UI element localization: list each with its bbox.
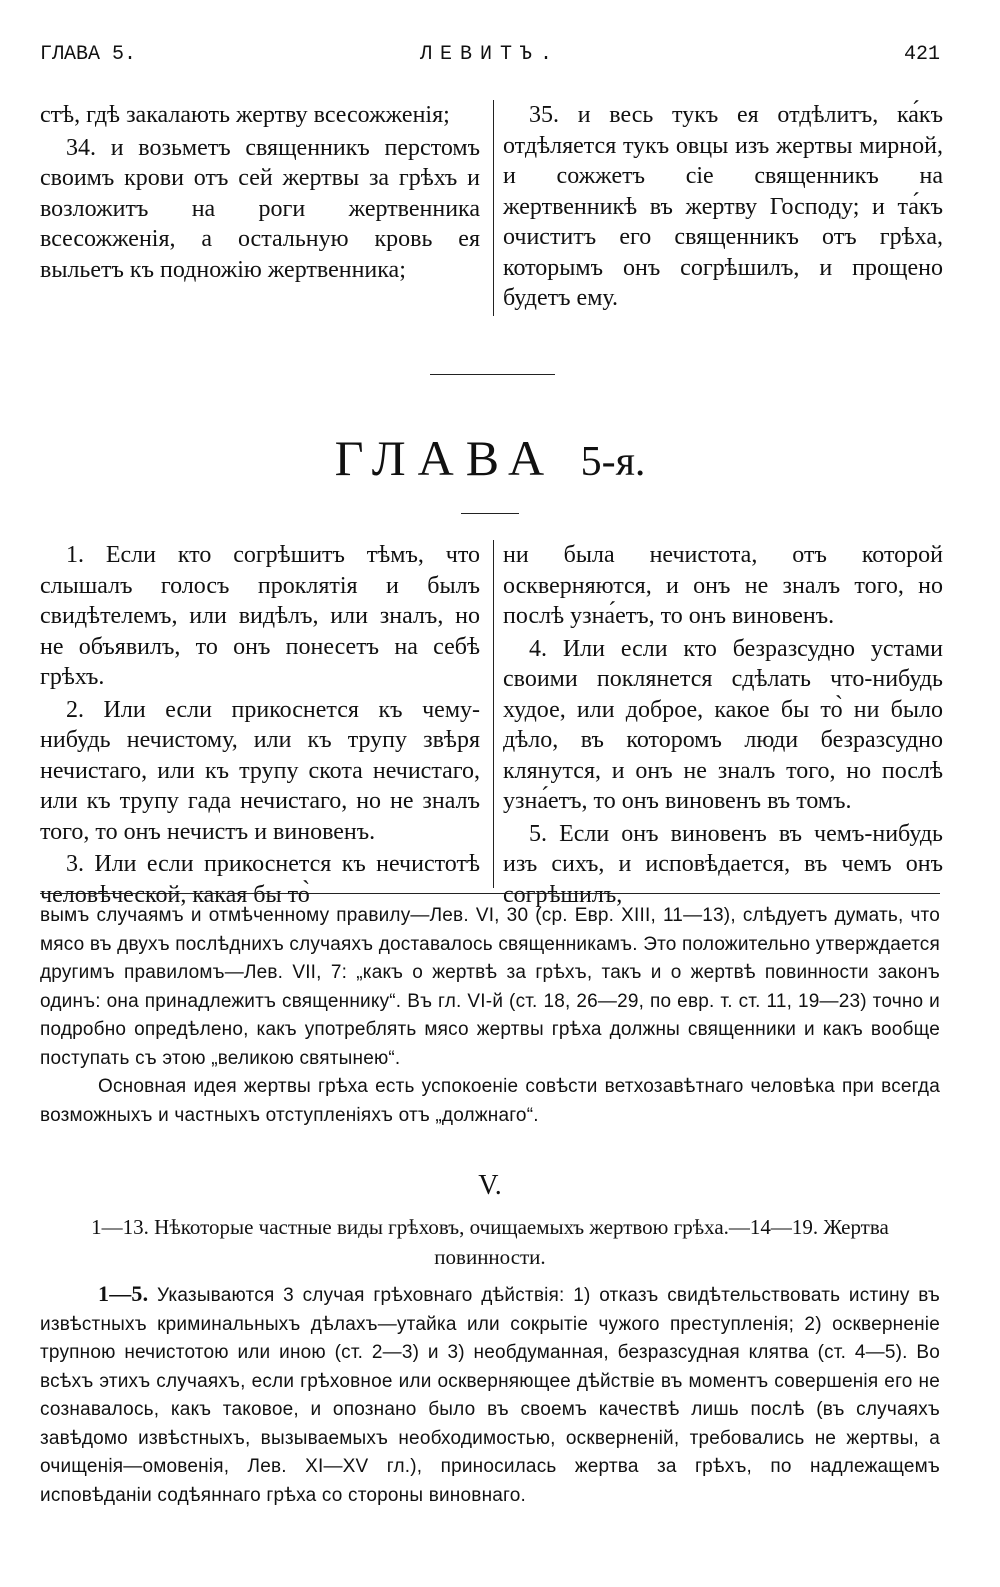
separator-rule bbox=[430, 374, 555, 375]
chapter-heading bbox=[40, 428, 940, 492]
commentary-paragraph: вымъ случаямъ и отмѣченному правилу—Лев. VI, 30 (ср. Евр. XIII, 11—13), слѣдуетъ думать, что мясо въ двухъ послѣднихъ случаяхъ доставалось священникамъ. Это положительно утверждается другимъ правиломъ—Лев. VII, 7: „какъ о жертвѣ за грѣхъ, такъ и о жертвѣ повинности законъ одинъ: она принадлежитъ священнику“. Въ гл. VI-й (ст. 18, 26—29, по евр. т. ст. 11, 19—23) точно и подробно опредѣлено, какъ употреблять мясо жертвы грѣха должны священники и какъ вообще поступать съ этою „великою святынею“. bbox=[40, 905, 940, 1069]
verse-3-continuation: ни была нечистота, отъ которой оскверняются, и онъ не зналъ того, но послѣ узна́етъ, то онъ виновенъ. bbox=[503, 542, 943, 629]
scripture-column-left bbox=[40, 540, 480, 912]
chapter-heading-label: ГЛАВА bbox=[334, 430, 557, 486]
scripture-column-left bbox=[40, 100, 480, 287]
verse-fragment: стѣ, гдѣ закалають жертву всесожженія; bbox=[40, 102, 450, 128]
scripture-block-top bbox=[40, 100, 943, 320]
verse-3: 3. Или если прикоснется къ нечистотѣ человѣческой, какая бы то̀ bbox=[40, 851, 480, 908]
page-number: 421 bbox=[903, 43, 940, 66]
verse-range-lead: 1—5. bbox=[98, 1281, 149, 1306]
column-divider bbox=[493, 540, 494, 888]
section-numeral: V. bbox=[478, 1170, 502, 1201]
verse-1: 1. Если кто согрѣшитъ тѣмъ, что слышалъ голосъ проклятія и былъ свидѣтелемъ, или видѣлъ, или зналъ, но не объявилъ, то онъ понесетъ на себѣ грѣхъ. bbox=[40, 542, 480, 690]
commentary-paragraph: Основная идея жертвы грѣха есть успокоеніе совѣсти ветхозавѣтнаго человѣка при всегда возможныхъ и частныхъ отступленіяхъ отъ „должнаго“. bbox=[40, 1076, 940, 1126]
verse-2: 2. Или если прикоснется къ чему-нибудь нечистому, или къ трупу звѣря нечистаго, или къ трупу скота нечистаго, или къ трупу гада нечистаго, но не зналъ того, то онъ нечистъ и виновенъ. bbox=[40, 696, 480, 845]
header-book-title: ЛЕВИТЪ. bbox=[419, 43, 560, 66]
header-chapter: ГЛАВА 5. bbox=[40, 43, 137, 66]
chapter-heading-number: 5-я. bbox=[580, 439, 646, 485]
commentary-text: Указываются 3 случая грѣховнаго дѣйствія: 1) отказъ свидѣтельствовать истину въ извѣстныхъ криминальныхъ дѣлахъ—утайка или сокрытіе чужого преступленія; 2) оскверненіе трупною нечистотою или иною (ст. 2—3) и 3) необдуманная, безразсудная клятва (ст. 4—5). Во всѣхъ этихъ случаяхъ, если грѣховное или оскверняющее дѣйствіе въ моментъ совершенія его не сознавалось, какъ таковое, и опознано было въ своемъ качествѣ лишь послѣ (въ случаяхъ завѣдомо извѣстныхъ, вызываемыхъ необходимостью, оскверненій, требовались не жертвы, а очищенія—омовенія, Лев. XI—XV гл.), приносилась жертва за грѣхъ, по надлежащемъ исповѣданіи содѣяннаго грѣха со стороны виновнаго. bbox=[40, 1285, 940, 1506]
scripture-block-main bbox=[40, 540, 943, 908]
scripture-column-right bbox=[503, 100, 943, 316]
verse-4: 4. Или если кто безразсудно устами своими поклянется сдѣлать что-нибудь худое, или доброе, какое бы то̀ ни было дѣло, въ которомъ люди безразсудно клянутся, и онъ не зналъ того, но послѣ узна́етъ, то онъ виновенъ въ томъ. bbox=[503, 635, 943, 814]
column-divider bbox=[493, 100, 494, 316]
commentary-divider bbox=[40, 893, 940, 894]
section-summary: 1—13. Нѣкоторые частные виды грѣховъ, очищаемыхъ жертвою грѣха.—14—19. Жертва повинности. bbox=[91, 1215, 889, 1269]
commentary-paragraph bbox=[40, 1280, 940, 1510]
verse-35: 35. и весь тукъ ея отдѣлитъ, ка́къ отдѣляется тукъ овцы изъ жертвы мирной, и сожжетъ сіе священникъ на жертвенникѣ въ жертву Господу; и та́къ очиститъ его священникъ отъ грѣха, которымъ онъ согрѣшилъ, и прощено будетъ ему. bbox=[503, 102, 943, 311]
scripture-column-right bbox=[503, 540, 943, 912]
running-header bbox=[40, 40, 940, 70]
commentary-top bbox=[40, 902, 940, 1130]
verse-5: 5. Если онъ виновенъ въ чемъ-нибудь изъ сихъ, и исповѣдается, въ чемъ онъ согрѣшилъ, bbox=[503, 820, 943, 908]
commentary-bottom bbox=[40, 1280, 940, 1510]
heading-underline bbox=[461, 513, 519, 514]
verse-34: 34. и возьметъ священникъ перстомъ своимъ крови отъ сей жертвы за грѣхъ и возложитъ на роги жертвенника всесожженія, а остальную кровь ея выльетъ къ подножію жертвенника; bbox=[40, 134, 480, 283]
page bbox=[40, 0, 943, 1587]
